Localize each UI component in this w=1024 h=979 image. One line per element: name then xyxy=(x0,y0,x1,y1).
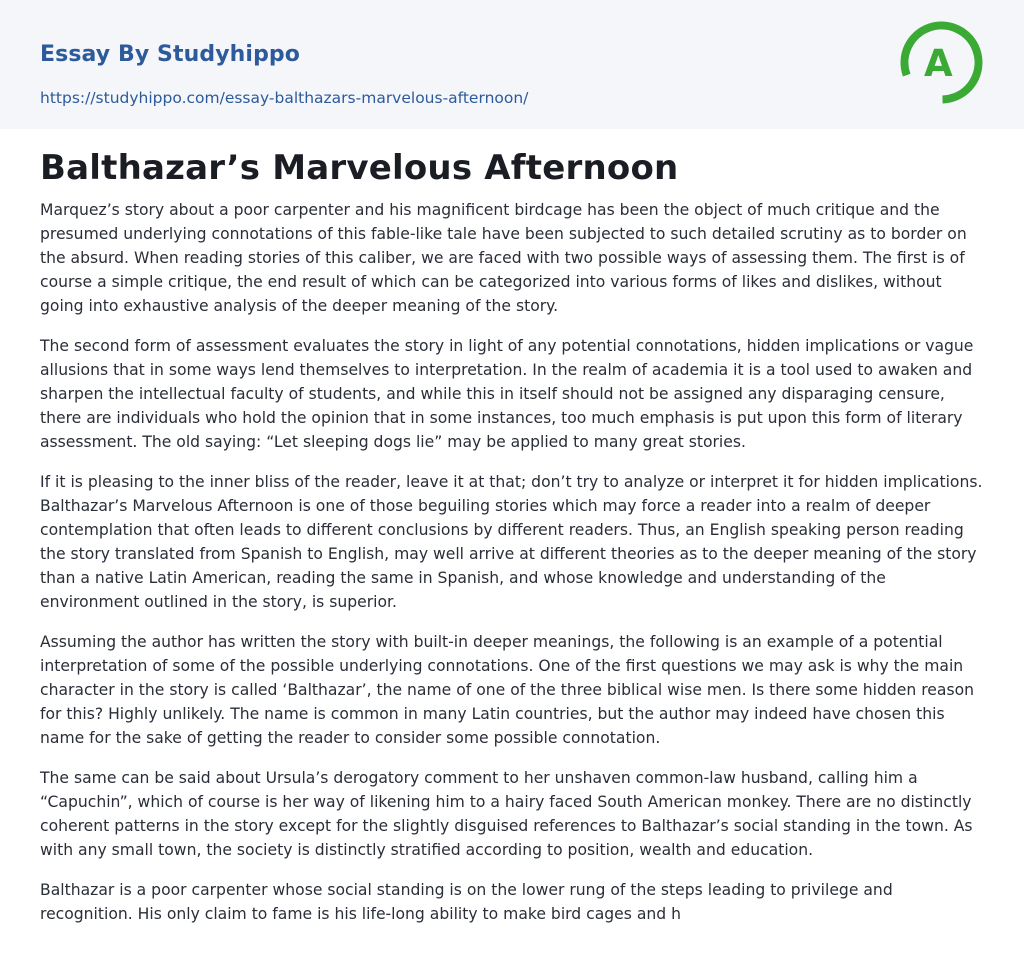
studyhippo-logo-icon[interactable] xyxy=(899,20,984,105)
article-content xyxy=(0,129,1024,926)
article-paragraph: The second form of assessment evaluates the story in light of any potential connotations, hidden implications or vague allusions that in some ways lend themselves to interpretation. In the realm of academia it is a tool used to awaken and sharpen the intellectual faculty of students, and while this in itself should not be assigned any disparaging censure, there are individuals who hold the opinion that in some instances, too much emphasis is put upon this form of literary assessment. The old saying: “Let sleeping dogs lie” may be applied to many great stories. xyxy=(40,337,974,451)
logo-letter: A xyxy=(924,42,953,85)
essay-url-link[interactable]: https://studyhippo.com/essay-balthazars-marvelous-afternoon/ xyxy=(40,89,529,107)
article-paragraph: Marquez’s story about a poor carpenter and his magnificent birdcage has been the object of much critique and the presumed underlying connotations of this fable-like tale have been subjected to such detailed scrutiny as to border on the absurd. When reading stories of this caliber, we are faced with two possible ways of assessing them. The first is of course a simple critique, the end result of which can be categorized into various forms of likes and dislikes, without going into exhaustive analysis of the deeper meaning of the story. xyxy=(40,201,967,315)
article-paragraph: The same can be said about Ursula’s derogatory comment to her unshaven common-law husband, calling him a “Capuchin”, which of course is her way of likening him to a hairy faced South American monkey. There are no distinctly coherent patterns in the story except for the slightly disguised references to Balthazar’s social standing in the town. As with any small town, the society is distinctly stratified according to position, wealth and education. xyxy=(40,769,973,859)
article-paragraph: Balthazar is a poor carpenter whose social standing is on the lower rung of the steps leading to privilege and recognition. His only claim to fame is his life-long ability to make bird cages and h xyxy=(40,881,893,923)
site-header xyxy=(0,0,1024,129)
article-paragraph: If it is pleasing to the inner bliss of the reader, leave it at that; don’t try to analyze or interpret it for hidden implications. Balthazar’s Marvelous Afternoon is one of those beguiling stories which may force a reader into a realm of deeper contemplation that often leads to different conclusions by different readers. Thus, an English speaking person reading the story translated from Spanish to English, may well arrive at different theories as to the deeper meaning of the story than a native Latin American, reading the same in Spanish, and whose knowledge and understanding of the environment outlined in the story, is superior. xyxy=(40,473,983,611)
site-brand[interactable]: Essay By Studyhippo xyxy=(40,42,300,67)
article-paragraph: Assuming the author has written the story with built-in deeper meanings, the following is an example of a potential interpretation of some of the possible underlying connotations. One of the first questions we may ask is why the main character in the story is called ‘Balthazar’, the name of one of the three biblical wise men. Is there some hidden reason for this? Highly unlikely. The name is common in many Latin countries, but the author may indeed have chosen this name for the sake of getting the reader to consider some possible connotation. xyxy=(40,633,974,747)
article-title: Balthazar’s Marvelous Afternoon xyxy=(40,148,679,188)
